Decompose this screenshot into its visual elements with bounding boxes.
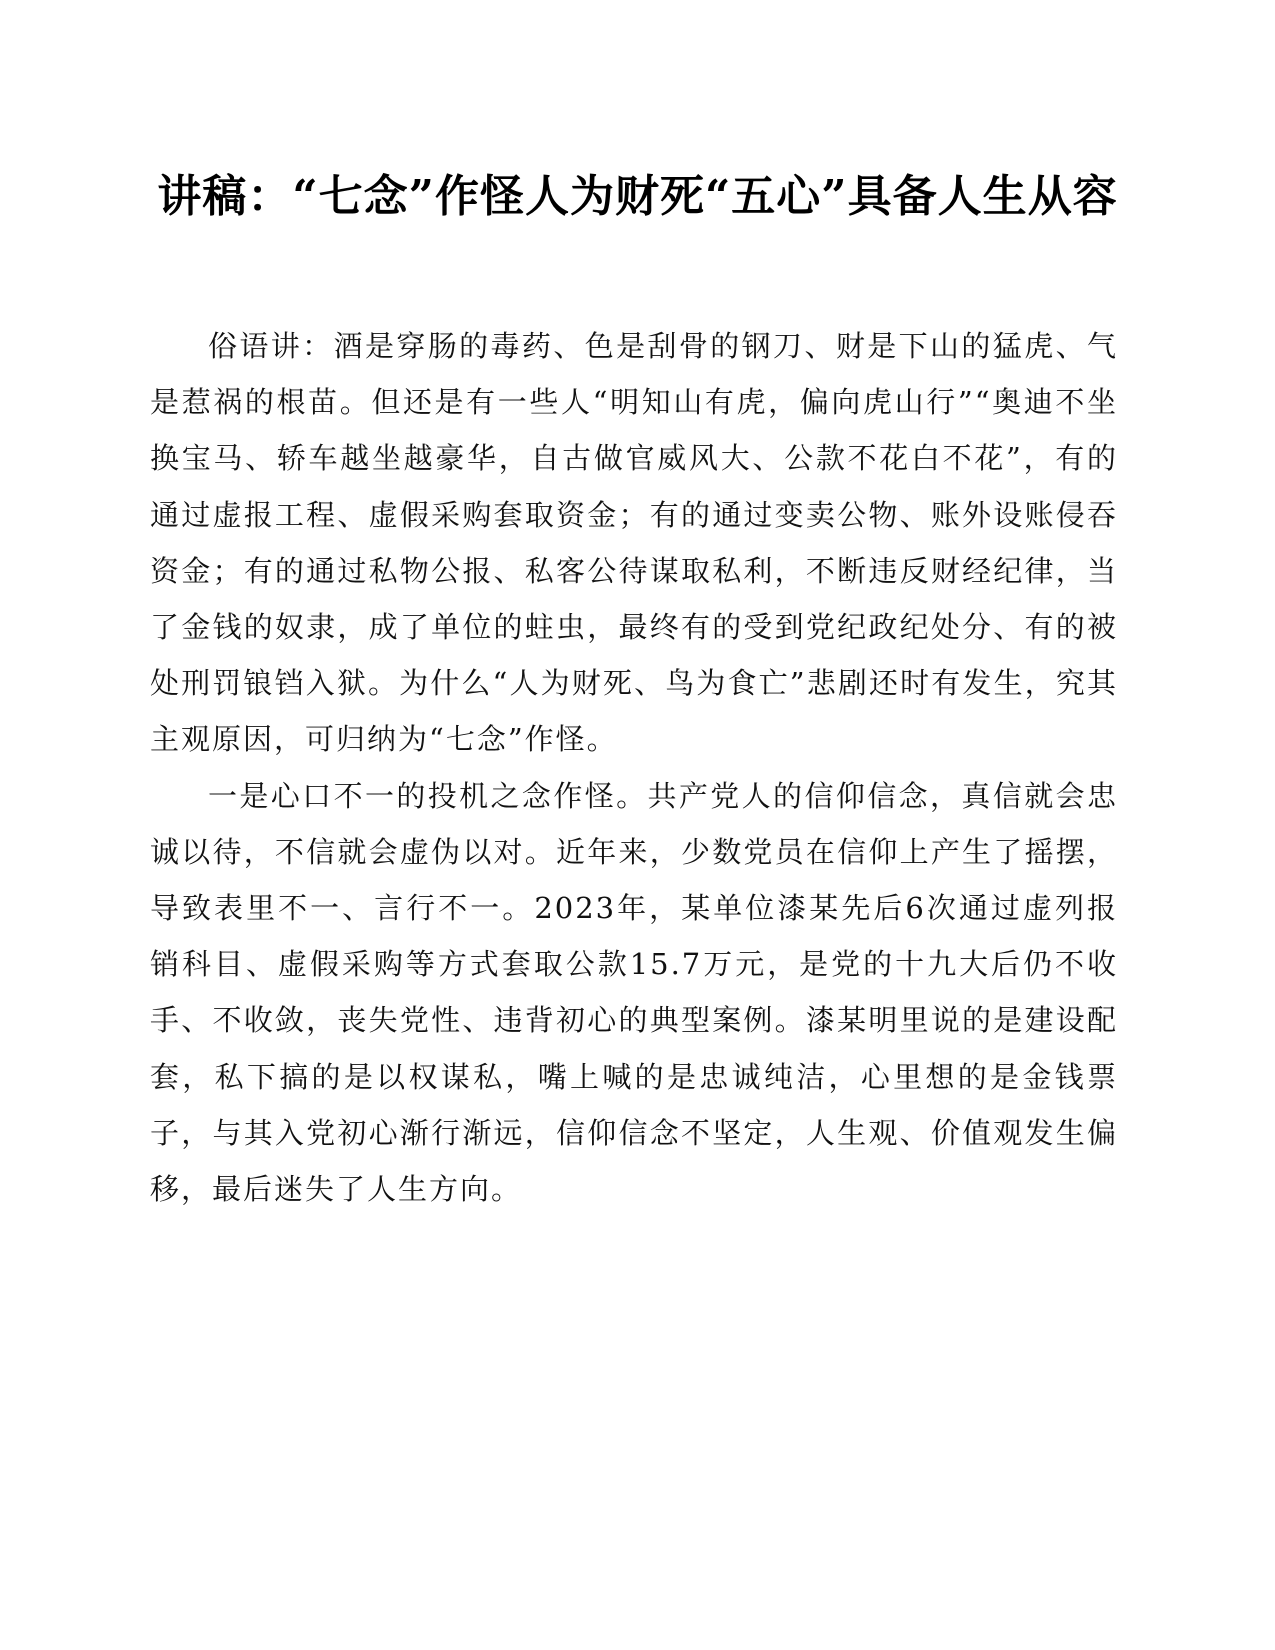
document-title: 讲稿：“七念”作怪人为财死“五心”具备人生从容	[157, 171, 1118, 222]
paragraph-point-one: 一是心口不一的投机之念作怪。共产党人的信仰信念，真信就会忠诚以待，不信就会虚伪以对。近年来，少数党员在信仰上产生了摇摆，导致表里不一、言行不一。2023年，某单位漆某先后6次通过虚列报销科目、虚假采购等方式套取公款15.7万元，是党的十九大后仍不收手、不收敛，丧失党性、违背初心的典型案例。漆某明里说的是建设配套，私下搞的是以权谋私，嘴上喊的是忠诚纯洁，心里想的是金钱票子，与其入党初心渐行渐远，信仰信念不坚定，人生观、价值观发生偏移，最后迷失了人生方向。	[150, 778, 1118, 1207]
document-body	[150, 318, 1118, 1217]
paragraph-intro: 俗语讲：酒是穿肠的毒药、色是刮骨的钢刀、财是下山的猛虎、气是惹祸的根苗。但还是有一些人“明知山有虎，偏向虎山行”“奥迪不坐换宝马、轿车越坐越豪华，自古做官威风大、公款不花白不花”，有的通过虚报工程、虚假采购套取资金；有的通过变卖公物、账外设账侵吞资金；有的通过私物公报、私客公待谋取私利，不断违反财经纪律，当了金钱的奴隶，成了单位的蛀虫，最终有的受到党纪政纪处分、有的被处刑罚锒铛入狱。为什么“人为财死、鸟为食亡”悲剧还时有发生，究其主观原因，可归纳为“七念”作怪。	[150, 329, 1118, 757]
